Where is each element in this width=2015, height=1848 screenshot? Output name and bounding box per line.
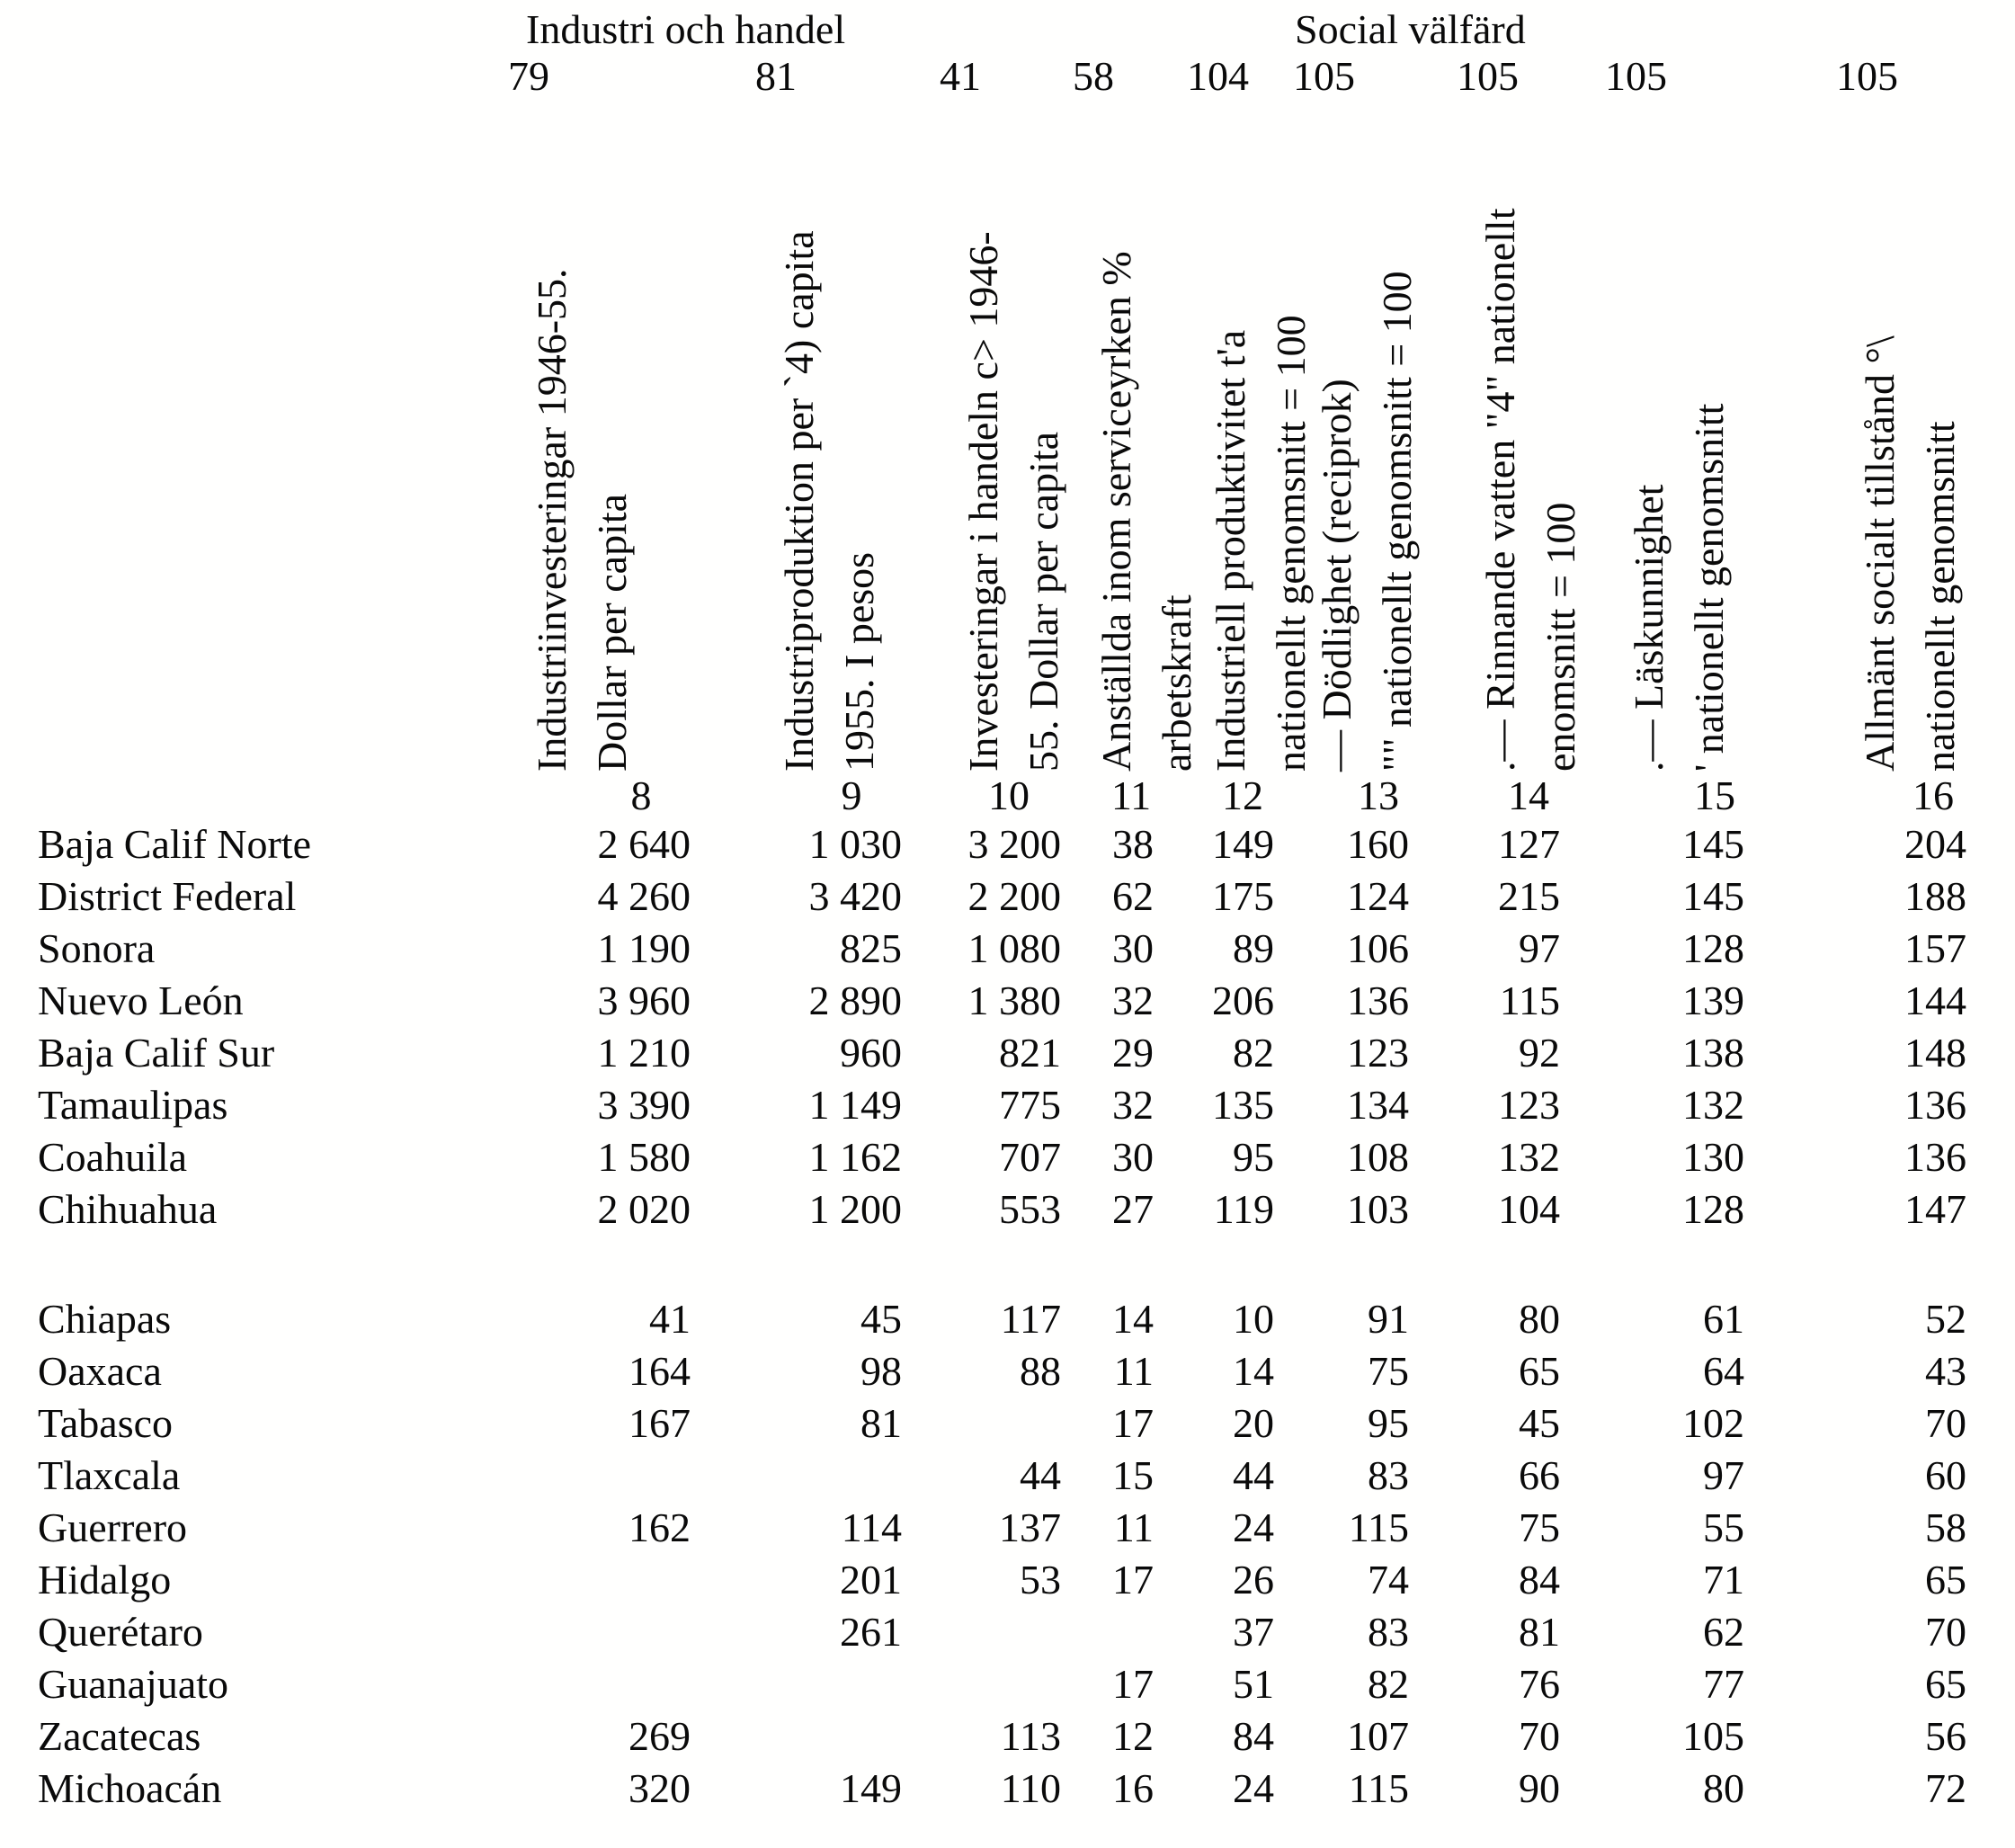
table-row-coahuila [0, 1133, 2015, 1185]
cell-col9: 98 [860, 1348, 902, 1394]
cell-col14: 45 [1519, 1400, 1560, 1446]
column-count-12: 104 [1187, 53, 1249, 99]
row-label: Nuevo León [38, 978, 244, 1023]
cell-col16: 157 [1904, 925, 1966, 971]
table-row-sonora [0, 924, 2015, 977]
cell-col9: 1 162 [808, 1134, 902, 1180]
column-header-13-line1: — Dödlighet (reciprok) [1314, 379, 1360, 772]
column-header-11 [1086, 251, 1207, 772]
cell-col16: 204 [1904, 821, 1966, 867]
cell-col15: 145 [1682, 873, 1744, 919]
cell-col13: 107 [1347, 1713, 1409, 1759]
cell-col15: 55 [1703, 1504, 1744, 1550]
table-row-guanajuato [0, 1660, 2015, 1712]
cell-col11: 32 [1112, 1082, 1154, 1128]
cell-col12: 20 [1233, 1400, 1274, 1446]
cell-col13: 95 [1368, 1400, 1409, 1446]
cell-col8: 1 210 [597, 1030, 691, 1076]
table-row-guerrero [0, 1504, 2015, 1556]
cell-col12: 82 [1233, 1030, 1274, 1076]
table-row-hidalgo [0, 1556, 2015, 1608]
cell-col12: 89 [1233, 925, 1274, 971]
cell-col14: 115 [1499, 978, 1560, 1023]
column-header-12 [1200, 315, 1321, 772]
cell-col11: 38 [1112, 821, 1154, 867]
cell-col9: 45 [860, 1296, 902, 1342]
cell-col13: 74 [1368, 1557, 1409, 1602]
cell-col8: 3 390 [597, 1082, 691, 1128]
cell-col11: 17 [1112, 1661, 1154, 1707]
cell-col9: 1 030 [808, 821, 902, 867]
table-row-nuevo-le-n [0, 977, 2015, 1029]
cell-col11: 27 [1112, 1186, 1154, 1232]
cell-col9: 825 [840, 925, 902, 971]
cell-col11: 11 [1113, 1504, 1154, 1550]
group-header-social-valfard: Social välfärd [1295, 6, 1526, 52]
cell-col16: 188 [1904, 873, 1966, 919]
cell-col10: 775 [999, 1082, 1061, 1128]
cell-col13: 136 [1347, 978, 1409, 1023]
cell-col10: 1 380 [967, 978, 1061, 1023]
table-row-oaxaca [0, 1347, 2015, 1399]
column-number-9: 9 [841, 772, 862, 818]
cell-col14: 75 [1519, 1504, 1560, 1550]
cell-col14: 123 [1498, 1082, 1560, 1128]
cell-col9: 149 [840, 1765, 902, 1811]
cell-col15: 132 [1682, 1082, 1744, 1128]
column-header-14-line1: .— Rinnande vatten "4" nationellt [1477, 208, 1523, 772]
cell-col10: 553 [999, 1186, 1061, 1232]
cell-col14: 70 [1519, 1713, 1560, 1759]
cell-col11: 15 [1112, 1452, 1154, 1498]
cell-col10: 88 [1020, 1348, 1061, 1394]
cell-col12: 10 [1233, 1296, 1274, 1342]
cell-col11: 30 [1112, 925, 1154, 971]
column-header-12-line2: nationellt genomsnitt = 100 [1268, 315, 1314, 772]
cell-col8: 1 190 [597, 925, 691, 971]
cell-col11: 29 [1112, 1030, 1154, 1076]
column-number-11: 11 [1110, 772, 1152, 818]
cell-col10: 53 [1020, 1557, 1061, 1602]
cell-col16: 144 [1904, 978, 1966, 1023]
cell-col9: 114 [841, 1504, 902, 1550]
cell-col15: 145 [1682, 821, 1744, 867]
column-header-10 [953, 231, 1074, 772]
cell-col16: 136 [1904, 1082, 1966, 1128]
cell-col15: 130 [1682, 1134, 1744, 1180]
row-label: Guerrero [38, 1504, 188, 1550]
cell-col16: 147 [1904, 1186, 1966, 1232]
cell-col13: 115 [1348, 1504, 1409, 1550]
table-row-tamaulipas [0, 1081, 2015, 1133]
cell-col12: 51 [1233, 1661, 1274, 1707]
column-header-8-line1: Industriinvesteringar 1946-55. [529, 268, 575, 772]
cell-col15: 97 [1703, 1452, 1744, 1498]
cell-col15: 77 [1703, 1661, 1744, 1707]
cell-col12: 135 [1212, 1082, 1274, 1128]
cell-col12: 37 [1233, 1609, 1274, 1655]
column-header-13 [1306, 271, 1427, 772]
cell-col11: 11 [1113, 1348, 1154, 1394]
cell-col16: 72 [1925, 1765, 1966, 1811]
cell-col15: 139 [1682, 978, 1744, 1023]
cell-col9: 2 890 [808, 978, 902, 1023]
table-row-zacatecas [0, 1712, 2015, 1764]
cell-col16: 65 [1925, 1661, 1966, 1707]
column-header-15-line1: .— Läskunnighet [1626, 484, 1672, 772]
row-label: Michoacán [38, 1765, 222, 1811]
cell-col8: 167 [629, 1400, 691, 1446]
cell-col13: 106 [1347, 925, 1409, 971]
column-number-12: 12 [1222, 772, 1263, 818]
table-row-tlaxcala [0, 1451, 2015, 1504]
cell-col14: 215 [1498, 873, 1560, 919]
table-row-chihuahua [0, 1185, 2015, 1237]
cell-col11: 30 [1112, 1134, 1154, 1180]
cell-col11: 17 [1112, 1557, 1154, 1602]
column-header-10-line2: 55. Dollar per capita [1021, 431, 1066, 772]
cell-col12: 26 [1233, 1557, 1274, 1602]
cell-col16: 43 [1925, 1348, 1966, 1394]
cell-col11: 62 [1112, 873, 1154, 919]
cell-col8: 4 260 [597, 873, 691, 919]
cell-col8: 2 020 [597, 1186, 691, 1232]
column-header-14-line2: enomsnitt = 100 [1538, 502, 1583, 772]
cell-col11: 16 [1112, 1765, 1154, 1811]
cell-col16: 148 [1904, 1030, 1966, 1076]
column-number-15: 15 [1694, 772, 1735, 818]
column-count-14: 105 [1457, 53, 1519, 99]
cell-col16: 60 [1925, 1452, 1966, 1498]
cell-col15: 64 [1703, 1348, 1744, 1394]
cell-col9: 1 149 [808, 1082, 902, 1128]
column-header-9-line1: Industriproduktion per `4) capita [776, 230, 822, 772]
column-header-16-line1: Allmänt socialt tillstånd °\ [1857, 335, 1903, 772]
row-label: Baja Calif Norte [38, 821, 312, 867]
table-row-baja-calif-sur [0, 1029, 2015, 1081]
cell-col13: 108 [1347, 1134, 1409, 1180]
column-header-9-line2: 1955. I pesos [836, 551, 882, 772]
cell-col12: 44 [1233, 1452, 1274, 1498]
cell-col13: 103 [1347, 1186, 1409, 1232]
row-label: Tlaxcala [38, 1452, 181, 1498]
group-header-industri-och-handel: Industri och handel [526, 6, 846, 52]
cell-col12: 24 [1233, 1504, 1274, 1550]
cell-col14: 80 [1519, 1296, 1560, 1342]
cell-col15: 138 [1682, 1030, 1744, 1076]
column-header-16-line2: nationellt genomsnitt [1917, 421, 1963, 772]
cell-col11: 12 [1112, 1713, 1154, 1759]
cell-col12: 24 [1233, 1765, 1274, 1811]
row-label: Tamaulipas [38, 1082, 228, 1128]
table-row-chiapas [0, 1295, 2015, 1347]
cell-col10: 110 [1000, 1765, 1061, 1811]
column-count-11: 58 [1073, 53, 1114, 99]
cell-col14: 76 [1519, 1661, 1560, 1707]
cell-col9: 81 [860, 1400, 902, 1446]
cell-col13: 115 [1348, 1765, 1409, 1811]
row-label: Baja Calif Sur [38, 1030, 275, 1076]
cell-col10: 117 [1000, 1296, 1061, 1342]
cell-col10: 2 200 [967, 873, 1061, 919]
cell-col15: 61 [1703, 1296, 1744, 1342]
cell-col9: 3 420 [808, 873, 902, 919]
cell-col13: 83 [1368, 1452, 1409, 1498]
column-header-16 [1850, 335, 1970, 772]
cell-col8: 41 [649, 1296, 691, 1342]
cell-col11: 17 [1112, 1400, 1154, 1446]
row-label: Tabasco [38, 1400, 174, 1446]
cell-col12: 149 [1212, 821, 1274, 867]
column-count-13: 105 [1293, 53, 1355, 99]
cell-col14: 90 [1519, 1765, 1560, 1811]
column-count-15: 105 [1605, 53, 1667, 99]
cell-col10: 113 [1000, 1713, 1061, 1759]
cell-col8: 2 640 [597, 821, 691, 867]
cell-col10: 1 080 [967, 925, 1061, 971]
row-label: Querétaro [38, 1609, 203, 1655]
row-label: Sonora [38, 925, 156, 971]
cell-col12: 119 [1213, 1186, 1274, 1232]
cell-col15: 128 [1682, 925, 1744, 971]
cell-col15: 71 [1703, 1557, 1744, 1602]
column-header-11-line1: Anställda inom serviceyrken % [1093, 251, 1139, 772]
column-count-8: 79 [508, 53, 549, 99]
cell-col12: 14 [1233, 1348, 1274, 1394]
cell-col12: 175 [1212, 873, 1274, 919]
cell-col8: 1 580 [597, 1134, 691, 1180]
cell-col11: 14 [1112, 1296, 1154, 1342]
cell-col11: 32 [1112, 978, 1154, 1023]
table-row-michoac-n [0, 1764, 2015, 1817]
cell-col14: 132 [1498, 1134, 1560, 1180]
cell-col16: 136 [1904, 1134, 1966, 1180]
cell-col12: 95 [1233, 1134, 1274, 1180]
cell-col12: 84 [1233, 1713, 1274, 1759]
column-number-10: 10 [988, 772, 1030, 818]
cell-col10: 821 [999, 1030, 1061, 1076]
row-label: Coahuila [38, 1134, 188, 1180]
column-number-16: 16 [1912, 772, 1954, 818]
cell-col15: 80 [1703, 1765, 1744, 1811]
cell-col12: 206 [1212, 978, 1274, 1023]
cell-col16: 70 [1925, 1609, 1966, 1655]
cell-col15: 105 [1682, 1713, 1744, 1759]
cell-col16: 65 [1925, 1557, 1966, 1602]
cell-col16: 56 [1925, 1713, 1966, 1759]
cell-col8: 164 [629, 1348, 691, 1394]
cell-col16: 58 [1925, 1504, 1966, 1550]
cell-col16: 70 [1925, 1400, 1966, 1446]
cell-col13: 82 [1368, 1661, 1409, 1707]
cell-col14: 65 [1519, 1348, 1560, 1394]
cell-col14: 84 [1519, 1557, 1560, 1602]
column-header-9 [769, 230, 889, 772]
cell-col9: 1 200 [808, 1186, 902, 1232]
cell-col14: 104 [1498, 1186, 1560, 1232]
row-label: Oaxaca [38, 1348, 162, 1394]
cell-col13: 75 [1368, 1348, 1409, 1394]
cell-col10: 137 [999, 1504, 1061, 1550]
cell-col16: 52 [1925, 1296, 1966, 1342]
row-label: Zacatecas [38, 1713, 201, 1759]
column-header-10-line1: Investeringar i handeln c> 1946- [960, 231, 1006, 772]
column-count-10: 41 [940, 53, 981, 99]
cell-col13: 160 [1347, 821, 1409, 867]
cell-col13: 91 [1368, 1296, 1409, 1342]
table-row-quer-taro [0, 1608, 2015, 1660]
cell-col8: 269 [629, 1713, 691, 1759]
cell-col10: 44 [1020, 1452, 1061, 1498]
column-count-16: 105 [1836, 53, 1898, 99]
column-header-8 [522, 268, 642, 772]
table-row-baja-calif-norte [0, 820, 2015, 872]
cell-col8: 3 960 [597, 978, 691, 1023]
cell-col9: 960 [840, 1030, 902, 1076]
column-header-8-line2: Dollar per capita [589, 493, 635, 772]
table-row-district-federal [0, 872, 2015, 924]
cell-col13: 134 [1347, 1082, 1409, 1128]
cell-col9: 261 [840, 1609, 902, 1655]
cell-col14: 92 [1519, 1030, 1560, 1076]
column-count-9: 81 [755, 53, 797, 99]
cell-col14: 127 [1498, 821, 1560, 867]
column-number-14: 14 [1508, 772, 1549, 818]
cell-col15: 102 [1682, 1400, 1744, 1446]
cell-col13: 83 [1368, 1609, 1409, 1655]
column-header-15-line2: ' nationellt genomsnitt [1686, 403, 1732, 772]
cell-col14: 97 [1519, 925, 1560, 971]
column-header-12-line1: Industriell produktivitet t'a [1208, 329, 1253, 772]
cell-col15: 128 [1682, 1186, 1744, 1232]
cell-col10: 3 200 [967, 821, 1061, 867]
row-label: Hidalgo [38, 1557, 172, 1602]
cell-col13: 124 [1347, 873, 1409, 919]
column-number-13: 13 [1358, 772, 1399, 818]
row-label: Chihuahua [38, 1186, 218, 1232]
column-header-15 [1618, 404, 1739, 772]
column-number-8: 8 [630, 772, 652, 818]
cell-col8: 162 [629, 1504, 691, 1550]
cell-col14: 66 [1519, 1452, 1560, 1498]
row-label: Guanajuato [38, 1661, 229, 1707]
cell-col13: 123 [1347, 1030, 1409, 1076]
cell-col9: 201 [840, 1557, 902, 1602]
row-label: Chiapas [38, 1296, 172, 1342]
column-header-13-line2: "" nationellt genomsnitt = 100 [1374, 271, 1420, 772]
column-header-11-line2: arbetskraft [1154, 594, 1199, 772]
table-row-tabasco [0, 1399, 2015, 1451]
cell-col15: 62 [1703, 1609, 1744, 1655]
cell-col8: 320 [629, 1765, 691, 1811]
row-label: District Federal [38, 873, 297, 919]
cell-col10: 707 [999, 1134, 1061, 1180]
cell-col14: 81 [1519, 1609, 1560, 1655]
column-header-14 [1470, 209, 1591, 772]
